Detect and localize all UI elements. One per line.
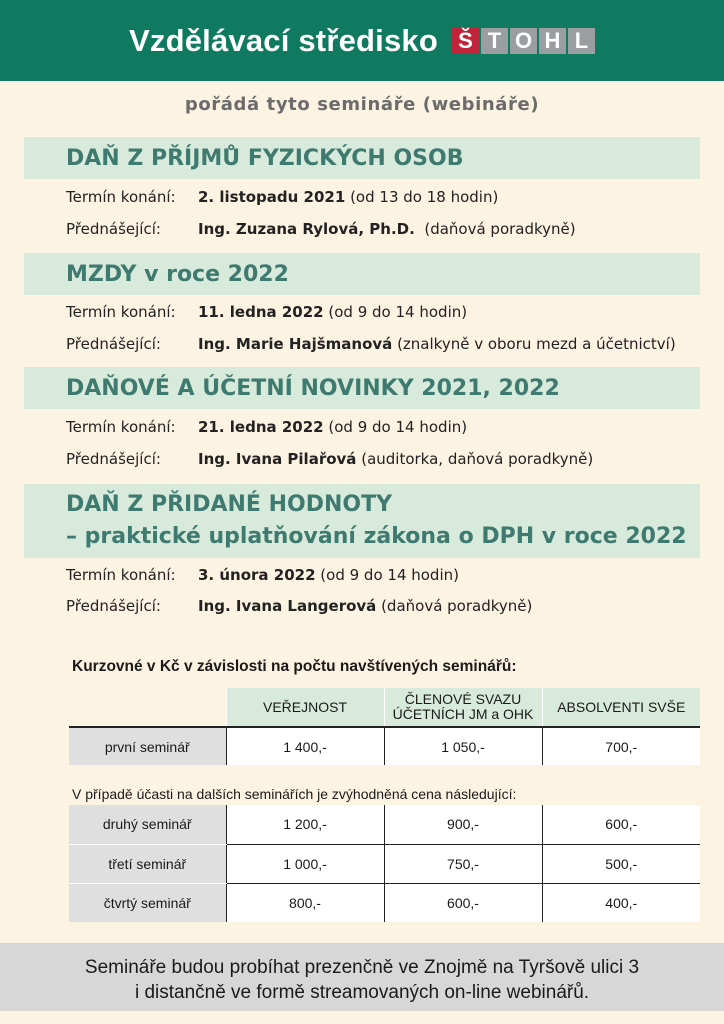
- seminar-lecturer-row: Přednášející: Ing. Marie Hajšmanová (znalkyně v oboru mezd a účetnictví): [66, 335, 676, 353]
- column-header: ABSOLVENTI SVŠE: [542, 688, 700, 727]
- table-row: druhý seminář 1 200,- 900,- 600,-: [69, 805, 700, 844]
- seminar-term-row: Termín konání: 11. ledna 2022 (od 9 do 14 hodin): [66, 303, 468, 321]
- seminar-title: MZDY v roce 2022: [24, 253, 700, 295]
- seminar-title: DAŇ Z PŘIDANÉ HODNOTY – praktické uplatňování zákona o DPH v roce 2022: [24, 484, 700, 558]
- seminar-term-row: Termín konání: 3. února 2022 (od 9 do 14 hodin): [66, 566, 459, 584]
- pricing-table: [69, 688, 700, 765]
- subtitle: pořádá tyto semináře (webináře): [184, 94, 540, 115]
- stohl-logo: Š T O H L: [452, 28, 595, 54]
- seminar-term-row: Termín konání: 21. ledna 2022 (od 9 do 14 hodin): [66, 418, 468, 436]
- header-banner: [0, 0, 724, 81]
- discount-note: V případě účasti na dalších seminářích je zvýhodněná cena následující:: [72, 786, 517, 802]
- table-row: čtvrtý seminář 800,- 600,- 400,-: [69, 883, 700, 922]
- table-row: první seminář 1 400,- 1 050,- 700,-: [69, 727, 700, 765]
- column-header: VEŘEJNOST: [226, 688, 384, 727]
- seminar-term-row: Termín konání: 2. listopadu 2021 (od 13 do 18 hodin): [66, 188, 499, 206]
- page-title: Vzdělávací středisko: [129, 22, 438, 58]
- seminar-title: DAŇ Z PŘÍJMŮ FYZICKÝCH OSOB: [24, 137, 700, 179]
- footer-info: Semináře budou probíhat prezenčně ve Znojmě na Tyršově ulici 3 i distančně ve formě streamovaných on-line webinářů.: [0, 943, 724, 1011]
- column-header: ČLENOVÉ SVAZU ÚČETNÍCH JM a OHK: [384, 688, 542, 727]
- seminar-lecturer-row: Přednášející: Ing. Ivana Langerová (daňová poradkyně): [66, 597, 533, 615]
- pricing-title: Kurzovné v Kč v závislosti na počtu navštívených seminářů:: [72, 658, 517, 675]
- seminar-title: DAŇOVÉ A ÚČETNÍ NOVINKY 2021, 2022: [24, 367, 700, 409]
- seminar-lecturer-row: Přednášející: Ing. Ivana Pilařová (auditorka, daňová poradkyně): [66, 450, 594, 468]
- table-row: třetí seminář 1 000,- 750,- 500,-: [69, 844, 700, 883]
- seminar-lecturer-row: Přednášející: Ing. Zuzana Rylová, Ph.D. (daňová poradkyně): [66, 220, 576, 238]
- discount-table: [69, 805, 700, 922]
